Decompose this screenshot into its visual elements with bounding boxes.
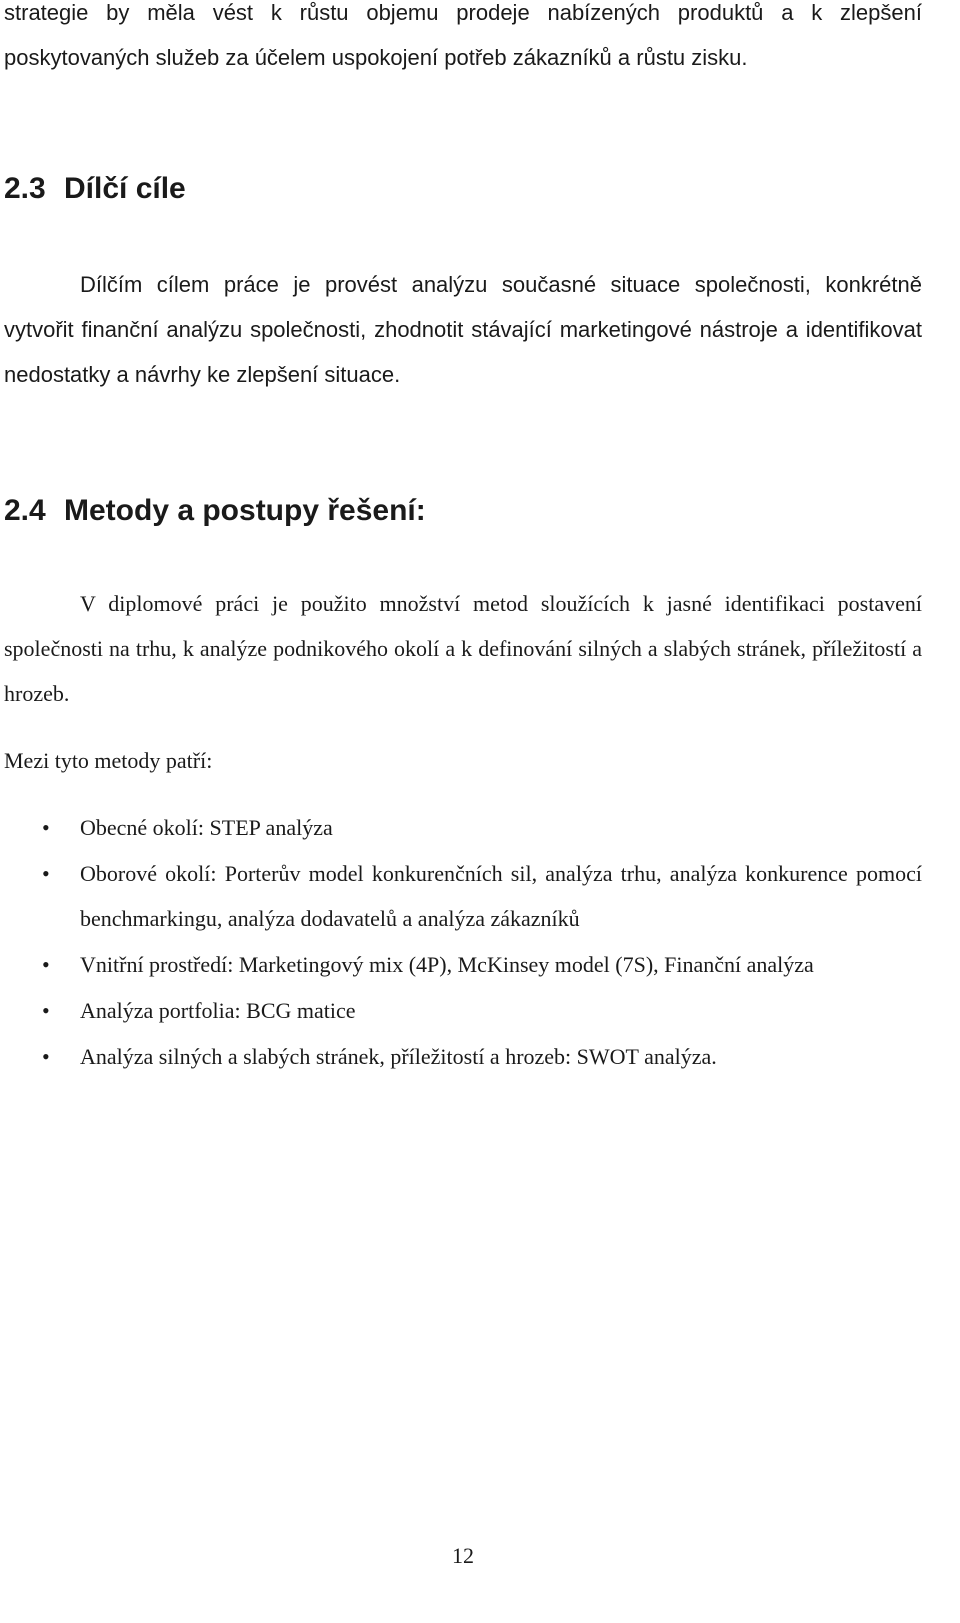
list-item <box>0 805 922 850</box>
list-item <box>0 988 922 1033</box>
section-number: 2.3 <box>4 172 46 205</box>
list-intro: Mezi tyto metody patří: <box>4 748 213 773</box>
page-number: 12 <box>452 1543 474 1568</box>
intro-paragraph: strategie by měla vést k růstu objemu prodeje nabízených produktů a k zlepšení poskytovaných služeb za účelem uspokojení potřeb zákazníků a růstu zisku. <box>4 0 922 70</box>
section-number: 2.4 <box>4 494 46 527</box>
list-item-text: Vnitřní prostředí: Marketingový mix (4P), McKinsey model (7S), Finanční analýza <box>80 952 814 977</box>
list-item <box>0 1034 922 1079</box>
bullet-icon: • <box>42 861 50 886</box>
list-item <box>0 851 922 941</box>
list-item-text: Analýza silných a slabých stránek, příležitostí a hrozeb: SWOT analýza. <box>80 1044 717 1069</box>
section-2-4-paragraph: V diplomové práci je použito množství metod sloužících k jasné identifikaci postavení společnosti na trhu, k analýze podnikového okolí a k definování silných a slabých stránek, příležitostí a hrozeb. <box>4 591 922 706</box>
list-item-text: Analýza portfolia: BCG matice <box>80 998 356 1023</box>
bullet-icon: • <box>42 998 50 1023</box>
list-item <box>0 942 922 987</box>
section-heading-2-3 <box>4 171 186 207</box>
methods-list <box>0 805 922 1080</box>
list-item-text: Obecné okolí: STEP analýza <box>80 815 333 840</box>
bullet-icon: • <box>42 952 50 977</box>
bullet-icon: • <box>42 1044 50 1069</box>
section-2-3-paragraph: Dílčím cílem práce je provést analýzu současné situace společnosti, konkrétně vytvořit finanční analýzu společnosti, zhodnotit stávající marketingové nástroje a identifikovat nedostatky a návrhy ke zlepšení situace. <box>4 272 922 387</box>
section-title: Metody a postupy řešení: <box>64 494 426 527</box>
section-title: Dílčí cíle <box>64 172 186 205</box>
list-item-text: Oborové okolí: Porterův model konkurenčních sil, analýza trhu, analýza konkurence pomocí benchmarkingu, analýza dodavatelů a analýza zákazníků <box>80 861 922 931</box>
bullet-icon: • <box>42 815 50 840</box>
section-heading-2-4 <box>4 493 426 529</box>
